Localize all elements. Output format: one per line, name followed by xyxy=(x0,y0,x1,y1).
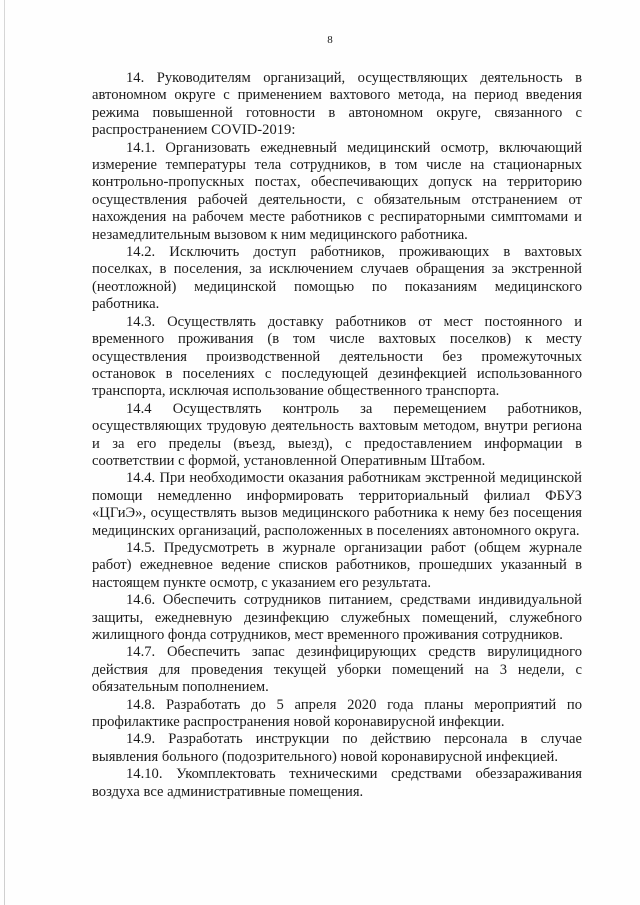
paragraph-14-5: 14.5. Предусмотреть в журнале организации работ (общем журнале работ) ежедневное ведение списков работников, прошедших указанный в настоящем пункте осмотр, с указанием его результата. xyxy=(92,539,582,591)
document-body xyxy=(92,70,582,801)
paragraph-14-10: 14.10. Укомплектовать техническими средствами обеззараживания воздуха все административные помещения. xyxy=(92,766,582,800)
paragraph-14-1: 14.1. Организовать ежедневный медицинский осмотр, включающий измерение температуры тела сотрудников, в том числе на стационарных контрольно-пропускных постах, обеспечивающих допуск на территорию осуществления рабочей деятельности, с обязательным отстранением от нахождения на рабочем месте работников с респираторными симптомами и незамедлительным вызовом к ним медицинского работника. xyxy=(92,139,582,243)
paragraph-14-4a: 14.4 Осуществлять контроль за перемещением работников, осуществляющих трудовую деятельность вахтовым методом, внутри региона и за его пределы (въезд, выезд), с предоставлением информации в соответствии с формой, установленной Оперативным Штабом. xyxy=(92,400,582,469)
page-number: 8 xyxy=(327,34,333,46)
paragraph-14-4b: 14.4. При необходимости оказания работникам экстренной медицинской помощи немедленно информировать территориальный филиал ФБУЗ «ЦГиЭ», осуществлять вызов медицинского работника к нему без посещения медицинских организаций, расположенных в поселениях автономного округа. xyxy=(92,470,582,539)
paragraph-14-3: 14.3. Осуществлять доставку работников от мест постоянного и временного проживания (в том числе вахтовых поселков) к месту осуществления производственной деятельности без промежуточных остановок в поселениях с последующей дезинфекцией использованного транспорта, исключая использование общественного транспорта. xyxy=(92,313,582,400)
paragraph-14-8: 14.8. Разработать до 5 апреля 2020 года планы мероприятий по профилактике распространения новой коронавирусной инфекции. xyxy=(92,696,582,731)
paragraph-14-6: 14.6. Обеспечить сотрудников питанием, средствами индивидуальной защиты, ежедневную дезинфекцию служебных помещений, служебного жилищного фонда сотрудников, мест временного проживания сотрудников. xyxy=(92,592,582,643)
paragraph-14: 14. Руководителям организаций, осуществляющих деятельность в автономном округе с применением вахтового метода, на период введения режима повышенной готовности в автономном округе, связанного с распространением COVID-2019: xyxy=(92,70,582,139)
scan-edge xyxy=(4,0,5,905)
paragraph-14-7: 14.7. Обеспечить запас дезинфицирующих средств вирулицидного действия для проведения текущей уборки помещений на 3 недели, с обязательным пополнением. xyxy=(92,644,582,696)
paragraph-14-9: 14.9. Разработать инструкции по действию персонала в случае выявления больного (подозрительного) новой коронавирусной инфекцией. xyxy=(92,731,582,765)
paragraph-14-2: 14.2. Исключить доступ работников, проживающих в вахтовых поселках, в поселения, за исключением случаев обращения за экстренной (неотложной) медицинской помощью по показаниям медицинского работника. xyxy=(92,244,582,313)
